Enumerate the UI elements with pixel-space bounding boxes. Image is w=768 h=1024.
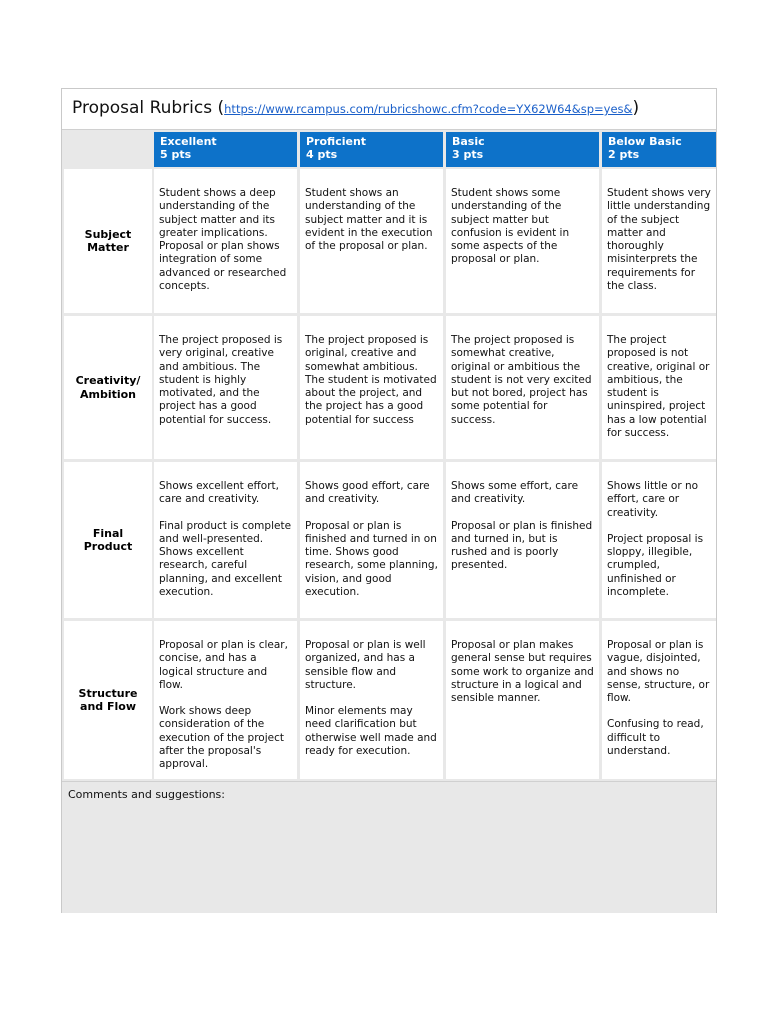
column-points: 5 pts [160, 148, 192, 161]
title-text: Proposal Rubrics [72, 98, 213, 118]
column-points: 3 pts [452, 148, 484, 161]
cell-text: The project proposed is original, creative and somewhat ambitious. The student is motivated about the project, and the project has a good potential for success [305, 334, 437, 426]
cell-text: Confusing to read, difficult to understand. [607, 718, 704, 758]
column-header-excellent [154, 132, 297, 167]
rubric-cell [602, 621, 716, 779]
cell-text: Final product is complete and well-presented. Shows excellent research, careful planning, and excellent execution. [159, 519, 292, 599]
cell-text: Proposal or plan is clear, concise, and has a logical structure and flow. [159, 639, 288, 691]
rubric-cell [154, 462, 297, 618]
rubric-cell [446, 462, 599, 618]
rubric-cell [154, 621, 297, 779]
cell-text: Proposal or plan makes general sense but requires some work to organize and structure in a logical and sensible manner. [451, 639, 594, 705]
rubric-cell [300, 316, 443, 459]
cell-text: Work shows deep consideration of the execution of the project after the proposal's approval. [159, 705, 284, 771]
rubric-cell [300, 169, 443, 313]
cell-text: Student shows very little understanding of the subject matter and thoroughly misinterprets the requirements for the class. [607, 187, 711, 293]
column-label: Below Basic [608, 135, 682, 148]
title-close-paren: ) [632, 98, 640, 118]
rubric-cell [446, 169, 599, 313]
column-header-basic [446, 132, 599, 167]
cell-text: Student shows an understanding of the subject matter and it is evident in the execution of the proposal or plan. [305, 187, 433, 253]
cell-text: Shows good effort, care and creativity. [305, 480, 430, 506]
cell-text: Student shows a deep understanding of the subject matter and its greater implications. Proposal or plan shows integration of some advanced or researched concepts. [159, 187, 287, 293]
rubric-cell [154, 169, 297, 313]
page-title [72, 98, 639, 118]
cell-text: Shows excellent effort, care and creativity. [159, 480, 279, 506]
rubric-cell [300, 462, 443, 618]
column-label: Basic [452, 135, 485, 148]
column-header-proficient [300, 132, 443, 167]
rubric-cell [446, 621, 599, 779]
column-label: Excellent [160, 135, 217, 148]
comments-area[interactable] [62, 781, 716, 913]
cell-text: Proposal or plan is finished and turned in on time. Shows good research, some planning, vision, and good execution. [305, 519, 438, 599]
row-header-creativity-ambition: Creativity/ Ambition [64, 316, 152, 459]
column-label: Proficient [306, 135, 367, 148]
cell-text: The project proposed is not creative, original or ambitious, the student is uninspired, project has a low potential for success. [607, 334, 710, 440]
column-header-below-basic [602, 132, 716, 167]
cell-text: Proposal or plan is vague, disjointed, and shows no sense, structure, or flow. [607, 639, 710, 705]
title-open-paren: ( [217, 98, 225, 118]
row-header-subject-matter: Subject Matter [64, 169, 152, 313]
cell-text: Proposal or plan is finished and turned in, but is rushed and is poorly presented. [451, 519, 593, 572]
row-header-structure-and-flow: Structure and Flow [64, 621, 152, 779]
cell-text: Student shows some understanding of the subject matter but confusion is evident in some aspects of the proposal or plan. [451, 187, 570, 266]
row-header-final-product: Final Product [64, 462, 152, 618]
rubric-cell [300, 621, 443, 779]
cell-text: Project proposal is sloppy, illegible, crumpled, unfinished or incomplete. [607, 532, 704, 599]
rubric-cell [446, 316, 599, 459]
rubric-cell [602, 169, 716, 313]
rubric-url-link[interactable]: https://www.rcampus.com/rubricshowc.cfm?code=YX62W64&sp=yes& [224, 102, 633, 116]
cell-text: Shows little or no effort, care or creativity. [607, 480, 699, 519]
cell-text: The project proposed is very original, creative and ambitious. The student is highly motivated, and the project has a good potential for success. [159, 334, 283, 426]
column-points: 4 pts [306, 148, 338, 161]
cell-text: The project proposed is somewhat creative, original or ambitious the student is not very excited but not bored, project has some potential for success. [451, 334, 592, 426]
column-points: 2 pts [608, 148, 640, 161]
cell-text: Shows some effort, care and creativity. [451, 480, 579, 506]
cell-text: Minor elements may need clarification but otherwise well made and ready for execution. [305, 705, 437, 758]
title-bar [62, 89, 716, 130]
comments-label: Comments and suggestions: [68, 788, 225, 801]
rubric-sheet [61, 88, 717, 913]
rubric-cell [154, 316, 297, 459]
cell-text: Proposal or plan is well organized, and has a sensible flow and structure. [305, 639, 426, 691]
rubric-cell [602, 316, 716, 459]
rubric-cell [602, 462, 716, 618]
